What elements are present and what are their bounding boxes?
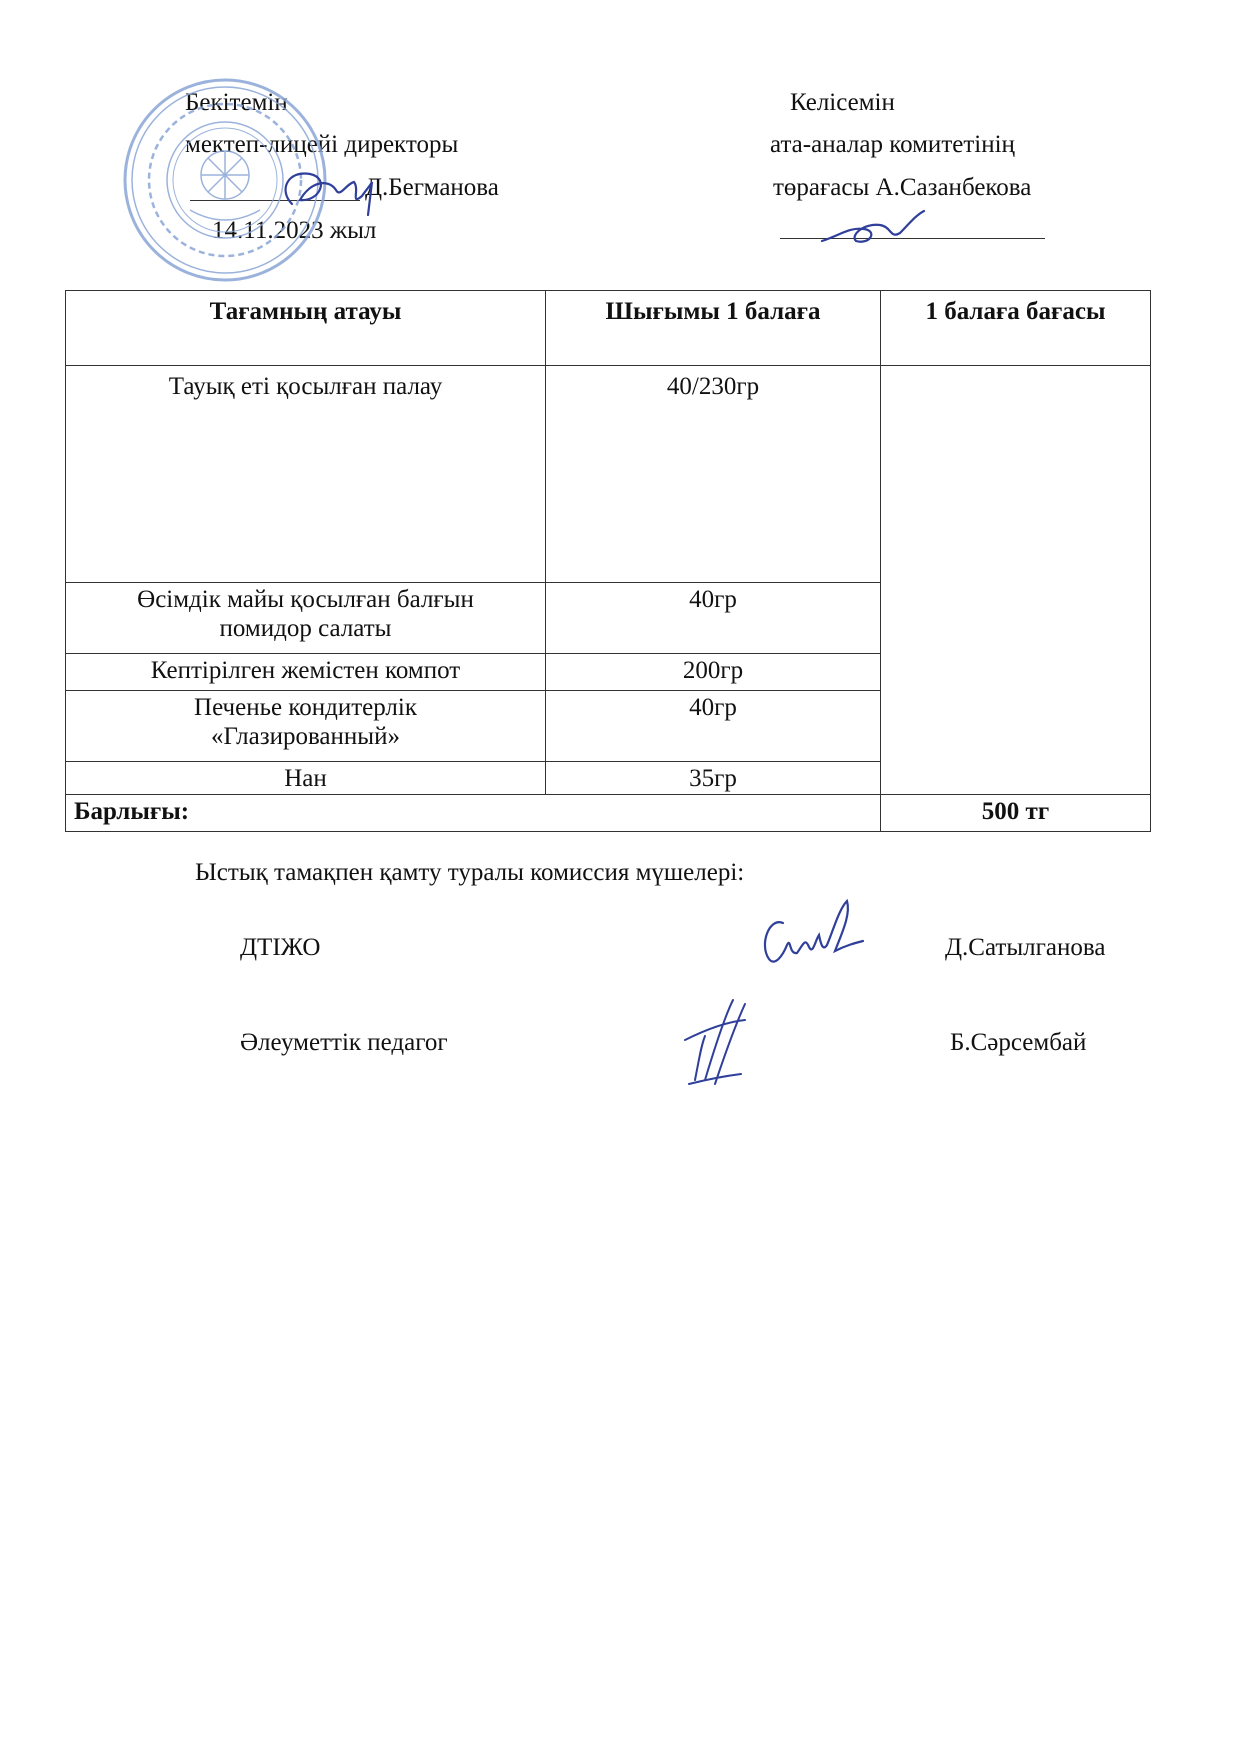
table-header-row (66, 291, 1151, 366)
agreement-title: Келісемін (790, 89, 895, 116)
yield-cell: 40/230гр (546, 366, 881, 583)
approval-name: Д.Бегманова (365, 174, 499, 201)
member-name: Д.Сатылганова (945, 934, 1106, 961)
dish-name: Кептірілген жемістен компот (150, 657, 461, 684)
yield-cell: 40гр (546, 691, 881, 762)
yield-cell: 35гр (546, 762, 881, 795)
dish-name-cell (66, 366, 546, 583)
dish-name: Өсімдік майы қосылған балғын (137, 586, 474, 613)
member-role: ДТІЖО (240, 934, 321, 961)
dish-name-continued: «Глазированный» (211, 723, 400, 750)
header-dish-name: Тағамның атауы (66, 291, 546, 366)
approval-role: мектеп-лицейі директоры (185, 131, 459, 158)
yield-cell: 40гр (546, 583, 881, 654)
approval-date: 14.11.2023 жыл (212, 217, 377, 244)
total-label: Барлығы: (66, 795, 881, 832)
price-cell (881, 366, 1151, 795)
dish-name-cell (66, 654, 546, 691)
committee-signature (820, 205, 940, 250)
approval-title: Бекітемін (185, 89, 288, 116)
dish-name-cell (66, 583, 546, 654)
member-name: Б.Сәрсембай (950, 1029, 1087, 1056)
member-role: Әлеуметтік педагог (240, 1029, 448, 1056)
table-row (66, 366, 1151, 583)
agreement-name: төрағасы А.Сазанбекова (773, 174, 1032, 201)
dish-name: Тауық еті қосылған палау (168, 373, 443, 400)
menu-table (65, 290, 1151, 832)
dish-name-cell (66, 762, 546, 795)
total-value: 500 тг (881, 795, 1151, 832)
dish-name-continued: помидор салаты (219, 615, 392, 642)
agreement-role: ата-аналар комитетінің (770, 131, 1015, 158)
commission-heading: Ыстық тамақпен қамту туралы комиссия мүшелері: (195, 859, 745, 886)
header-yield: Шығымы 1 балаға (546, 291, 881, 366)
dish-name-cell (66, 691, 546, 762)
header-price: 1 балаға бағасы (881, 291, 1151, 366)
yield-cell: 200гр (546, 654, 881, 691)
total-row (66, 795, 1151, 832)
director-signature (270, 160, 380, 225)
dish-name: Печенье кондитерлік (194, 694, 417, 721)
member-signature (755, 895, 865, 980)
dish-name: Нан (284, 765, 327, 792)
member-signature (675, 980, 775, 1095)
